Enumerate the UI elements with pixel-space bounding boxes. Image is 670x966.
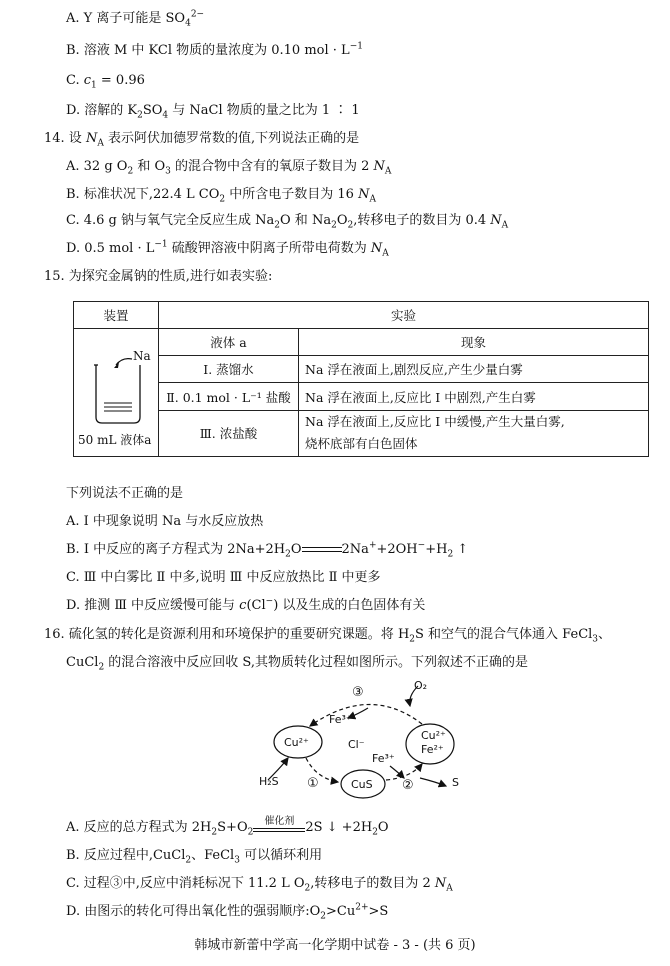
q16-option-a: A. 反应的总方程式为 $2H_2S+O_2$ 催化剂 2S ↓ $+2H_2O$: [66, 815, 389, 838]
table-cell-phenomenon: Na 浮在液面上,剧烈反应,产生少量白雾: [299, 356, 649, 383]
q16-option-b: B. 反应过程中,CuCl$_2$、FeCl$_3$ 可以循环利用: [66, 848, 323, 866]
s-arrow: [420, 778, 446, 786]
table-cell-liquid: Ⅲ. 浓盐酸: [159, 410, 299, 456]
label-fe2-right: Fe²⁺: [421, 743, 444, 756]
table-cell-liquid: Ⅱ. 0.1 mol · L⁻¹ 盐酸: [159, 383, 299, 410]
catalyst-arrow: 催化剂: [253, 821, 305, 835]
label-step1: ①: [307, 776, 319, 791]
label-cu2: Cu²⁺: [284, 736, 309, 749]
header-liquid: 液体 a: [159, 329, 299, 356]
device-cell: [74, 329, 159, 457]
q15-option-c: C. Ⅲ 中白雾比 Ⅱ 中多,说明 Ⅲ 中反应放热比 Ⅱ 中更多: [66, 570, 381, 585]
q13-option-d: D. 溶解的 $K_2SO_4$ 与 NaCl 物质的量之比为 1 ∶ 1: [66, 103, 360, 121]
label-fe3-top: Fe³⁺: [329, 713, 352, 726]
label-cus: CuS: [351, 778, 373, 791]
equals-sign-icon: [302, 545, 342, 555]
page-footer: 韩城市新蕾中学高一化学期中试卷 - 3 - (共 6 页): [194, 938, 476, 953]
q16-option-d: D. 由图示的转化可得出氧化性的强弱顺序$:O_2>Cu^{2+}>S$: [66, 902, 389, 922]
table-cell-phenomenon: [299, 410, 649, 456]
header-phenomenon: 现象: [299, 329, 649, 356]
q15-option-a: A. Ⅰ 中现象说明 Na 与水反应放热: [66, 514, 264, 529]
q13-option-b: B. 溶液 M 中 KCl 物质的量浓度为 0.10 mol · $L^{-1}$: [66, 41, 363, 58]
q15-option-d: D. 推测 Ⅲ 中反应缓慢可能与 c(Cl−) 以及生成的白色固体有关: [66, 596, 426, 613]
device-na-label: Na: [133, 349, 151, 363]
header-device: 装置: [74, 302, 159, 329]
q15-ask: 下列说法不正确的是: [66, 486, 184, 501]
label-h2s: H₂S: [259, 775, 279, 788]
q14-option-b: B. 标准状况下,22.4 L $CO_2$ 中所含电子数目为 16 $N_A$: [66, 187, 376, 205]
label-step2: ②: [402, 778, 414, 793]
q15-stem: 15. 为探究金属钠的性质,进行如表实验:: [44, 269, 273, 284]
q13-option-c: C. $c_1 = 0.96$: [66, 73, 145, 91]
label-s: S: [452, 776, 459, 789]
q14-option-d: D. 0.5 mol · $L^{-1}$ 硫酸钾溶液中阴离子所带电荷数为 $N_A$: [66, 239, 389, 259]
q14-option-c: C. 4.6 g 钠与氧气完全反应生成 $Na_2O$ 和 $Na_2O_2$,转移电子的数目为 0.4 $N_A$: [66, 213, 509, 231]
fe3-bottom-arrow: [390, 766, 404, 778]
table-cell-phenomenon: Na 浮在液面上,反应比 Ⅰ 中剧烈,产生白雾: [299, 383, 649, 410]
label-o2: O₂: [414, 679, 428, 692]
device-caption: 50 mL 液体a: [78, 433, 152, 447]
q16-stem-line2: CuCl$_2$ 的混合溶液中反应回收 S,其物质转化过程如图所示。下列叙述不正确的是: [66, 655, 529, 673]
label-cl: Cl⁻: [348, 738, 365, 751]
phenomenon-line-2: 烧杯底部有白色固体: [305, 436, 418, 452]
label-cu2-right: Cu²⁺: [421, 729, 446, 742]
label-step3: ③: [352, 685, 364, 700]
step3-arc: [310, 704, 422, 726]
phenomenon-line-1: Na 浮在液面上,反应比 Ⅰ 中缓慢,产生大量白雾,: [305, 414, 565, 430]
header-experiment: 实验: [159, 302, 649, 329]
q16-stem-line1: 16. 硫化氢的转化是资源利用和环境保护的重要研究课题。将 $H_2S$ 和空气的混合气体通入 FeCl$_3$、: [44, 627, 612, 645]
q15-option-b: B. Ⅰ 中反应的离子方程式为 $2Na+2H_2O$ $2Na^++2OH^-+H_2$ ↑: [66, 540, 469, 560]
experiment-table: [73, 301, 649, 457]
q13-option-a: A. Y 离子可能是 $SO_4^{2-}$: [66, 9, 205, 29]
table-cell-liquid: Ⅰ. 蒸馏水: [159, 356, 299, 383]
q16-option-c: C. 过程③中,反应中消耗标况下 11.2 L $O_2$,转移电子的数目为 2 $N_A$: [66, 876, 453, 894]
label-fe3-bottom: Fe³⁺: [372, 752, 395, 765]
q14-option-a: A. 32 g $O_2$ 和 $O_3$ 的混合物中含有的氧原子数目为 2 $N_A$: [66, 159, 392, 177]
q14-stem: 14. 设 $N_A$ 表示阿伏加德罗常数的值,下列说法正确的是: [44, 131, 360, 149]
